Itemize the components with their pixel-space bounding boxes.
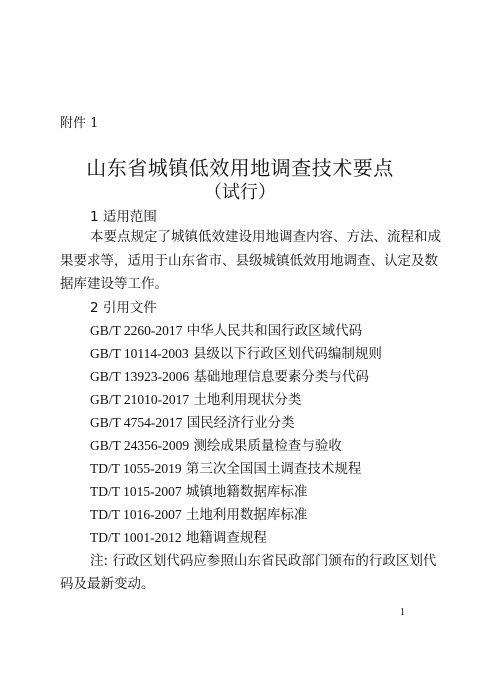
reference-item [90,342,382,362]
reference-item [90,480,307,500]
reference-name: 基础地理信息要素分类与代码 [193,369,369,385]
reference-item [90,388,301,408]
reference-code: GB/T 13923-2006 [90,369,190,384]
reference-name: 县级以下行政区划代码编制规则 [192,346,382,362]
attachment-label: 附件 1 [60,116,99,131]
reference-code: TD/T 1016-2007 [90,507,182,522]
reference-code: GB/T 24356-2009 [90,438,190,453]
reference-item [90,503,307,523]
reference-code: TD/T 1055-2019 [90,461,182,476]
reference-name: 国民经济行业分类 [186,415,295,431]
page-number: 1 [400,607,405,618]
reference-item [90,411,295,431]
reference-name: 城镇地籍数据库标准 [185,484,308,500]
reference-name: 地籍调查规程 [185,530,267,546]
reference-name: 土地利用数据库标准 [185,507,308,523]
reference-name: 测绘成果质量检查与验收 [193,438,342,454]
reference-item [90,365,369,385]
reference-item [90,526,267,546]
section-heading-references: 2 引用文件 [90,300,157,316]
reference-code: GB/T 10114-2003 [90,346,189,361]
reference-item [90,319,362,339]
document-title: 山东省城镇低效用地调查技术要点 [86,156,394,180]
reference-code: GB/T 4754-2017 [90,415,183,430]
reference-code: TD/T 1015-2007 [90,484,182,499]
reference-code: TD/T 1001-2012 [90,530,182,545]
reference-item [90,434,342,454]
reference-code: GB/T 2260-2017 [90,323,183,338]
scope-line-1: 本要点规定了城镇低效建设用地调查内容、方法、流程和成 [90,229,441,245]
scope-line-2: 果要求等，适用于山东省市、县级城镇低效用地调查、认定及数 [60,253,438,269]
reference-code: GB/T 21010-2017 [90,392,190,407]
scope-line-3: 据库建设等工作。 [60,276,168,292]
reference-item [90,457,361,477]
reference-name: 第三次全国国土调查技术规程 [185,461,362,477]
reference-name: 土地利用现状分类 [193,392,302,408]
section-heading-scope: 1 适用范围 [90,209,157,225]
note-line-2: 码及最新变动。 [60,576,155,592]
document-subtitle: （试行） [204,182,276,203]
reference-name: 中华人民共和国行政区域代码 [186,323,363,339]
note-line-1: 注: 行政区划代码应参照山东省民政部门颁布的行政区划代 [90,553,437,569]
